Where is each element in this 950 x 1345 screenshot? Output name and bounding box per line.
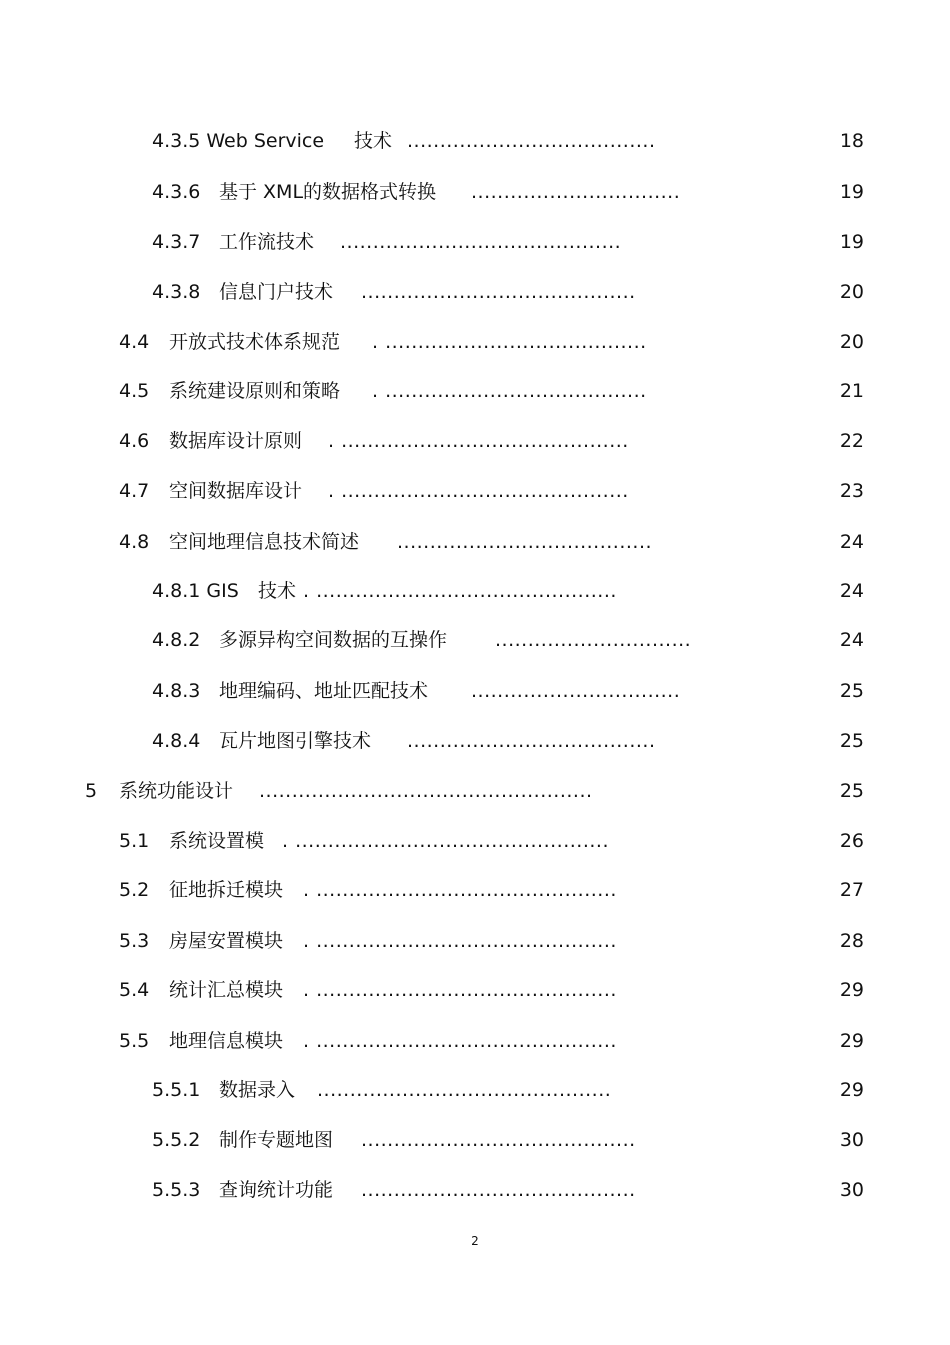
toc-entry-page: 20 [839,281,864,303]
toc-entry-title: 技术 [354,130,393,152]
toc-entry-title: 征地拆迁模块 [169,879,284,901]
toc-entry-page: 24 [839,580,864,602]
toc-entry-title: 信息门户技术 [219,281,334,303]
toc-entry-number: 4.3.6 [152,181,201,203]
toc-entry-title: 系统设置模 [169,830,265,852]
toc-entry-4-3-6[interactable] [0,177,950,207]
toc-entry-number: 4.3.7 [152,231,201,253]
toc-entry-4-8-2[interactable] [0,625,950,655]
toc-leader-dots: .............................. [495,629,692,651]
toc-entry-number: 4.3.8 [152,281,201,303]
toc-entry-number: 5.2 [119,879,150,901]
toc-entry-title: 空间地理信息技术简述 [169,531,360,553]
toc-entry-title: 多源异构空间数据的互操作 [219,629,448,651]
toc-entry-page: 20 [839,331,864,353]
toc-leader-dots: . .............................................. [303,930,617,952]
toc-leader-dots: . ........................................ [372,380,647,402]
toc-leader-dots: .......................................... [361,281,636,303]
toc-entry-4-5[interactable] [0,376,950,406]
toc-entry-number: 5.5.2 [152,1129,201,1151]
toc-entry-number: 4.7 [119,480,150,502]
toc-entry-page: 30 [839,1179,864,1201]
toc-entry-title: 房屋安置模块 [169,930,284,952]
toc-entry-page: 18 [839,130,864,152]
toc-entry-4-8[interactable] [0,527,950,557]
toc-entry-page: 25 [839,780,864,802]
toc-entry-number: 4.8.2 [152,629,201,651]
toc-entry-number: 5.3 [119,930,150,952]
toc-entry-page: 29 [839,1079,864,1101]
toc-entry-page: 22 [839,430,864,452]
toc-entry-title: 数据库设计原则 [169,430,303,452]
toc-entry-title: 统计汇总模块 [169,979,284,1001]
toc-leader-dots: ................................ [471,680,681,702]
toc-entry-5-5-2[interactable] [0,1125,950,1155]
toc-entry-number: 4.8.4 [152,730,201,752]
toc-entry-4-3-7[interactable] [0,227,950,257]
toc-leader-dots: ................................................... [259,780,593,802]
toc-leader-dots: ...................................... [407,130,656,152]
toc-entry-page: 28 [839,930,864,952]
toc-entry-title: 空间数据库设计 [169,480,303,502]
toc-entry-number: 4.4 [119,331,150,353]
toc-entry-number: 4.8 [119,531,150,553]
toc-entry-title: 技术 [258,580,297,602]
toc-leader-dots: ........................................... [340,231,622,253]
toc-leader-dots: . ............................................ [328,480,629,502]
toc-entry-number: 5.4 [119,979,150,1001]
toc-entry-number: 5.1 [119,830,150,852]
toc-entry-5-5-1[interactable] [0,1075,950,1105]
toc-entry-number: 5.5 [119,1030,150,1052]
toc-entry-5-2[interactable] [0,875,950,905]
toc-entry-title: 地理信息模块 [169,1030,284,1052]
page-number: 2 [471,1234,479,1248]
toc-entry-page: 19 [839,231,864,253]
toc-entry-page: 25 [839,730,864,752]
toc-entry-title: 瓦片地图引擎技术 [219,730,372,752]
toc-entry-number: 4.5 [119,380,150,402]
toc-entry-page: 27 [839,879,864,901]
toc-entry-4-6[interactable] [0,426,950,456]
toc-leader-dots: . ............................................ [328,430,629,452]
toc-entry-page: 24 [839,629,864,651]
toc-entry-title: 查询统计功能 [219,1179,334,1201]
toc-entry-4-8-1[interactable] [0,576,950,606]
toc-entry-4-7[interactable] [0,476,950,506]
toc-leader-dots: ....................................... [397,531,653,553]
toc-entry-number: 4.8.1 GIS [152,580,239,602]
toc-entry-5[interactable] [0,776,950,806]
toc-leader-dots: ................................ [471,181,681,203]
toc-entry-number: 5.5.3 [152,1179,201,1201]
toc-entry-page: 24 [839,531,864,553]
toc-leader-dots: ...................................... [407,730,656,752]
toc-leader-dots: . .............................................. [303,979,617,1001]
toc-entry-page: 29 [839,1030,864,1052]
toc-entry-number: 5 [85,780,98,802]
toc-leader-dots: . .............................................. [303,580,617,602]
toc-entry-5-5[interactable] [0,1026,950,1056]
toc-leader-dots: ............................................. [317,1079,612,1101]
toc-leader-dots: . ........................................ [372,331,647,353]
toc-entry-page: 25 [839,680,864,702]
toc-leader-dots: .......................................... [361,1129,636,1151]
toc-entry-title: 系统功能设计 [119,780,234,802]
toc-leader-dots: .......................................... [361,1179,636,1201]
toc-entry-title: 基于 XML的数据格式转换 [219,181,437,203]
toc-entry-title: 开放式技术体系规范 [169,331,341,353]
toc-leader-dots: . .............................................. [303,879,617,901]
toc-leader-dots: . .............................................. [303,1030,617,1052]
toc-entry-number: 4.8.3 [152,680,201,702]
toc-entry-4-3-5[interactable] [0,126,950,156]
toc-entry-number: 4.6 [119,430,150,452]
toc-entry-4-3-8[interactable] [0,277,950,307]
toc-entry-title: 系统建设原则和策略 [169,380,341,402]
toc-entry-page: 30 [839,1129,864,1151]
toc-entry-page: 23 [839,480,864,502]
toc-entry-page: 29 [839,979,864,1001]
toc-entry-number: 4.3.5 Web Service [152,130,325,152]
toc-entry-5-3[interactable] [0,926,950,956]
toc-entry-title: 数据录入 [219,1079,296,1101]
toc-entry-4-8-4[interactable] [0,726,950,756]
toc-entry-page: 26 [839,830,864,852]
toc-entry-title: 制作专题地图 [219,1129,334,1151]
toc-entry-5-1[interactable] [0,826,950,856]
toc-entry-title: 地理编码、地址匹配技术 [219,680,429,702]
toc-entry-5-4[interactable] [0,975,950,1005]
toc-entry-4-8-3[interactable] [0,676,950,706]
toc-entry-4-4[interactable] [0,327,950,357]
toc-entry-page: 19 [839,181,864,203]
toc-entry-number: 5.5.1 [152,1079,201,1101]
toc-entry-page: 21 [839,380,864,402]
toc-entry-5-5-3[interactable] [0,1175,950,1205]
toc-leader-dots: . ................................................ [282,830,609,852]
toc-entry-title: 工作流技术 [219,231,315,253]
